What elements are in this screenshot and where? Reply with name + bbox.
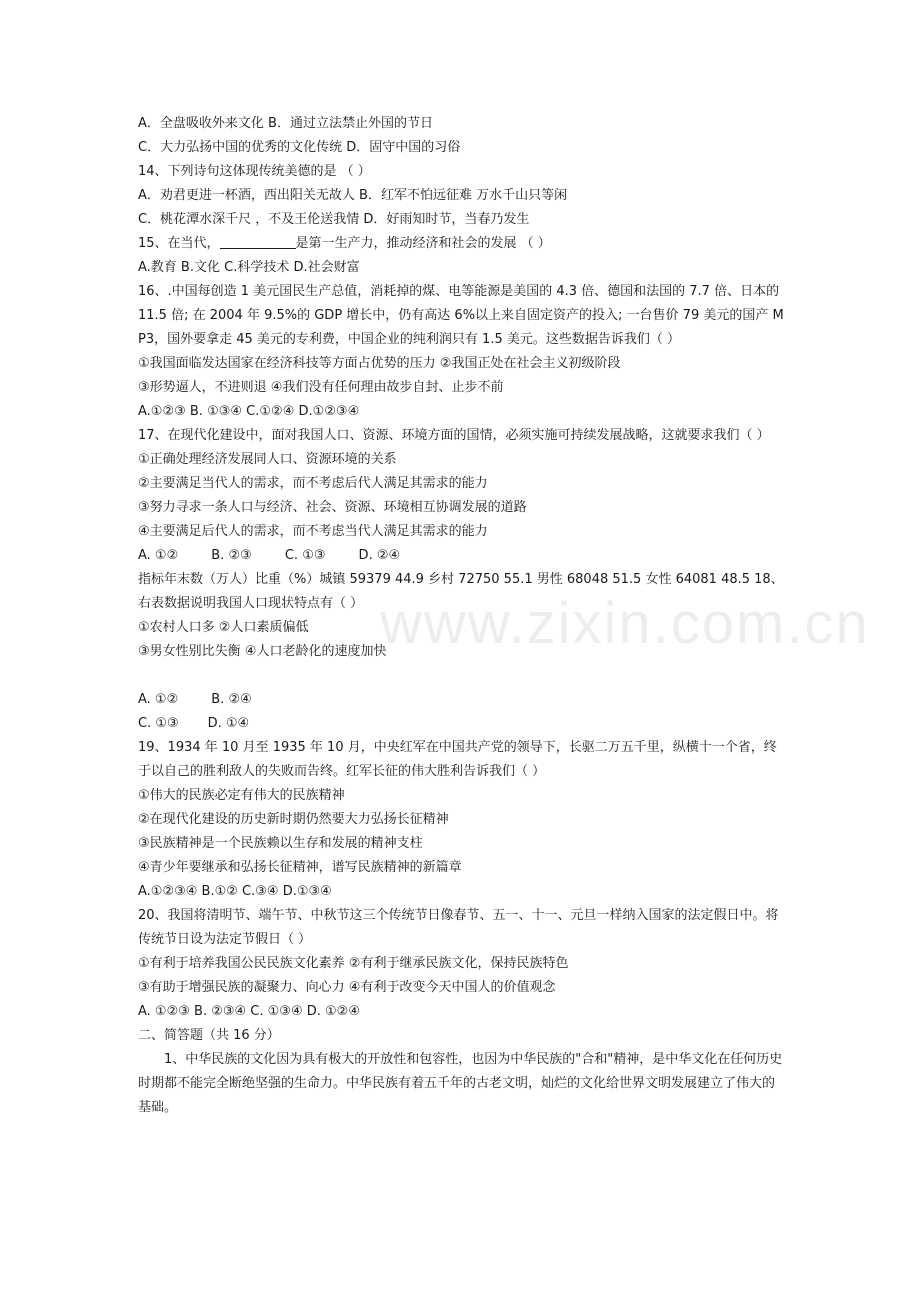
q20-question: 20、我国将清明节、端午节、中秋节这三个传统节日像春节、五一、十一、元旦一样纳入国家的法定假日中。将传统节日设为法定节假日（ ）: [138, 908, 779, 947]
q19-question: 19、1934 年 10 月至 1935 年 10 月，中央红军在中国共产党的领导下，长驱二万五千里，纵横十一个省，终于以自己的胜利敌人的失败而告终。红军长征的伟大胜利告诉我们（ ）: [138, 740, 777, 779]
section-heading-short-answer: 二、简答题（共 16 分）: [138, 1028, 280, 1043]
q19-statement-3: ③民族精神是一个民族赖以生存和发展的精神支柱: [138, 836, 423, 851]
q15-options: A.教育 B.文化 C.科学技术 D.社会财富: [138, 260, 360, 275]
q13-options-cd: C．大力弘扬中国的优秀的文化传统 D．固守中国的习俗: [138, 140, 461, 155]
fill-in-blank: [220, 234, 296, 249]
q19-options: A.①②③④ B.①② C.③④ D.①③④: [138, 884, 332, 899]
q17-options: A. ①② B. ②③ C. ①③ D. ②④: [138, 548, 401, 563]
q17-question: 17、在现代化建设中，面对我国人口、资源、环境方面的国情，必须实施可持续发展战略，这就要求我们（ ）: [138, 428, 770, 443]
q18-options-ab: A. ①② B. ②④: [138, 692, 252, 707]
q19-statement-4: ④青少年要继承和弘扬长征精神，谱写民族精神的新篇章: [138, 860, 462, 875]
q16-statement-34: ③形势逼人，不进则退 ④我们没有任何理由故步自封、止步不前: [138, 380, 504, 395]
q14-options-cd: C．桃花潭水深千尺 ，不及王伦送我情 D．好雨知时节，当春乃发生: [138, 212, 530, 227]
q17-statement-4: ④主要满足后代人的需求，而不考虑当代人满足其需求的能力: [138, 524, 488, 539]
document-page: [138, 112, 786, 1120]
short-answer-1-passage: 1、中华民族的文化因为具有极大的开放性和包容性，也因为中华民族的"合和"精神，是中华文化在任何历史时期都不能完全断绝坚强的生命力。中华民族有着五千年的古老文明，灿烂的文化给世界文明发展建立了伟大的基础。: [138, 1052, 783, 1115]
q20-options: A. ①②③ B. ②③④ C. ①③④ D. ①②④: [138, 1004, 360, 1019]
q20-statement-34: ③有助于增强民族的凝聚力、向心力 ④有利于改变今天中国人的价值观念: [138, 980, 556, 995]
q18-options-cd: C. ①③ D. ①④: [138, 716, 250, 731]
q18-question: 指标年末数（万人）比重（%）城镇 59379 44.9 乡村 72750 55.1 男性 68048 51.5 女性 64081 48.5 18、右表数据说明我国人口现状特点有（ ）: [138, 572, 784, 611]
q17-statement-2: ②主要满足当代人的需求，而不考虑后代人满足其需求的能力: [138, 476, 488, 491]
q18-statement-12: ①农村人口多 ②人口素质偏低: [138, 620, 309, 635]
q17-statement-1: ①正确处理经济发展同人口、资源环境的关系: [138, 452, 397, 467]
q15-question: [138, 232, 786, 256]
watermark: www.zixin.com.cn: [380, 591, 870, 656]
q14-question: 14、下列诗句这体现传统美德的是 （ ）: [138, 164, 371, 179]
q16-options: A.①②③ B. ①③④ C.①②④ D.①②③④: [138, 404, 360, 419]
q19-statement-2: ②在现代化建设的历史新时期仍然要大力弘扬长征精神: [138, 812, 449, 827]
q20-statement-12: ①有利于培养我国公民民族文化素养 ②有利于继承民族文化，保持民族特色: [138, 956, 569, 971]
q19-statement-1: ①伟大的民族必定有伟大的民族精神: [138, 788, 345, 803]
q15-question-start: 15、在当代，: [138, 236, 220, 251]
q14-options-ab: A．劝君更进一杯酒，西出阳关无故人 B．红军不怕远征难 万水千山只等闲: [138, 188, 568, 203]
q16-statement-12: ①我国面临发达国家在经济科技等方面占优势的压力 ②我国正处在社会主义初级阶段: [138, 356, 621, 371]
q16-question: 16、.中国每创造 1 美元国民生产总值，消耗掉的煤、电等能源是美国的 4.3 倍、德国和法国的 7.7 倍、日本的 11.5 倍; 在 2004 年 9.5%的 GDP 增长中，仍有高达 6%以上来自固定资产的投入; 一台售价 79 美元的国产 MP3，国外要拿走 45 美元的专利费，中国企业的纯利润只有 1.5 美元。这些数据告诉我们（ ）: [138, 284, 784, 347]
q18-statement-34: ③男女性别比失衡 ④人口老龄化的速度加快: [138, 644, 387, 659]
q13-options-ab: A．全盘吸收外来文化 B．通过立法禁止外国的节日: [138, 116, 433, 131]
blank-line: [138, 664, 786, 688]
q17-statement-3: ③努力寻求一条人口与经济、社会、资源、环境相互协调发展的道路: [138, 500, 527, 515]
q15-question-end: 是第一生产力，推动经济和社会的发展 （ ）: [295, 236, 551, 251]
